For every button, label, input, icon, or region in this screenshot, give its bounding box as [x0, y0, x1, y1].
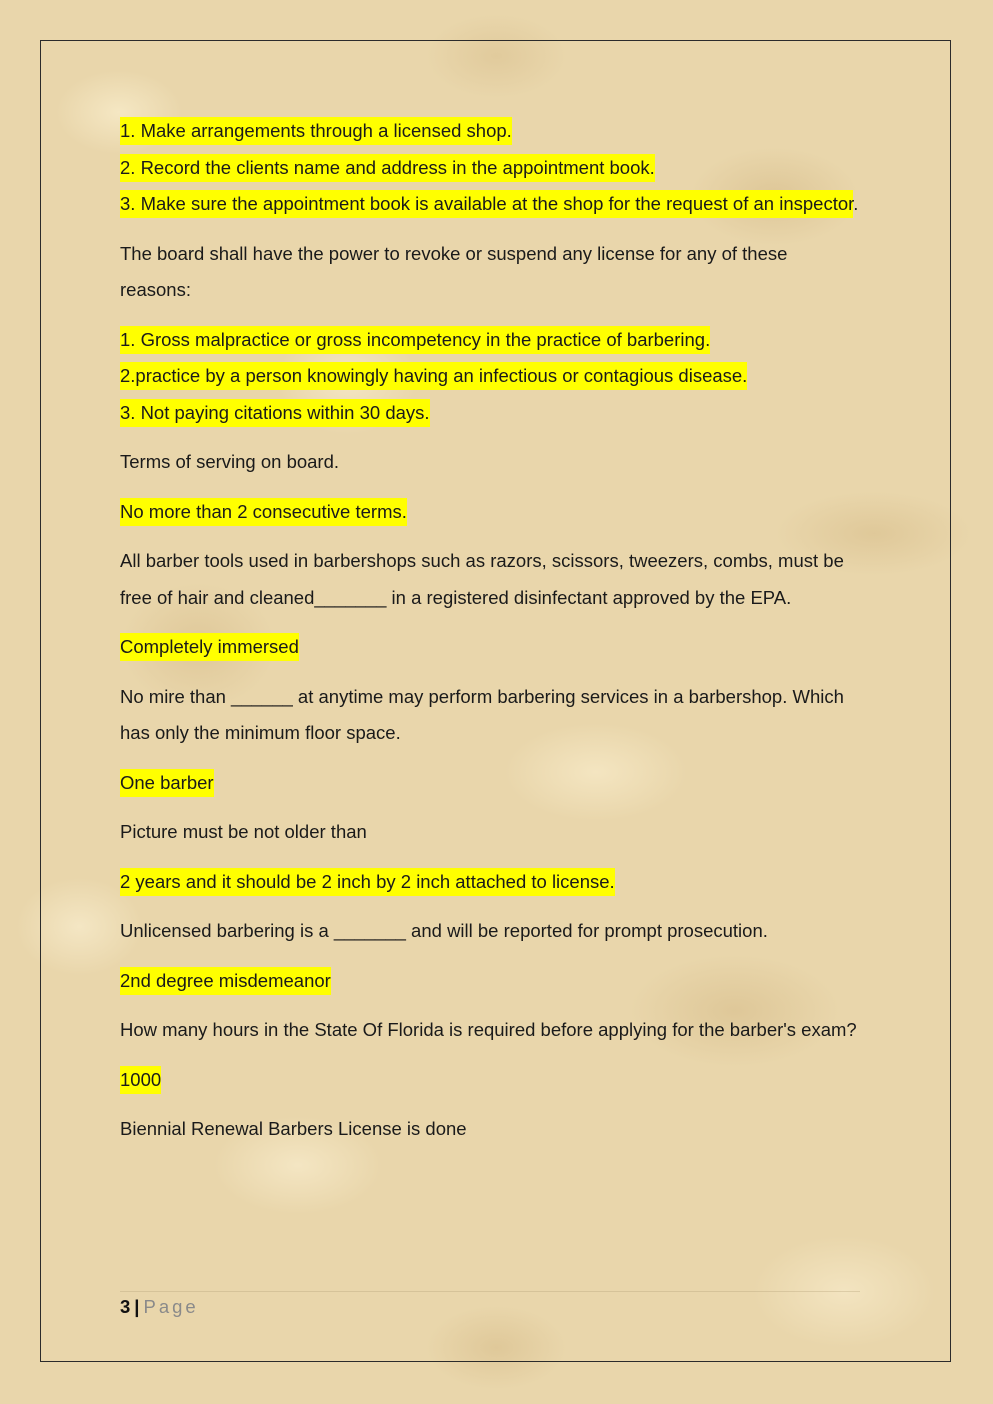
answer-unlicensed: [120, 963, 860, 1000]
document-body: [120, 113, 860, 1161]
highlighted-text: 1000: [120, 1066, 161, 1094]
answer-hours: [120, 1062, 860, 1099]
list2-item-1: [120, 322, 860, 359]
highlighted-text: 3. Make sure the appointment book is available at the shop for the request of an inspector: [120, 190, 853, 218]
list1-trailing-period: .: [853, 193, 859, 214]
highlighted-text: 2.practice by a person knowingly having an infectious or contagious disease.: [120, 362, 747, 390]
question-tools: All barber tools used in barbershops such as razors, scissors, tweezers, combs, must be free of hair and cleaned_______ in a registered disinfectant approved by the EPA.: [120, 550, 844, 608]
question-terms: Terms of serving on board.: [120, 451, 340, 472]
page-separator: |: [134, 1296, 140, 1317]
answer-terms: [120, 494, 860, 531]
list2-item-3: [120, 395, 860, 432]
list1-item-2: [120, 150, 860, 187]
page-label: Page: [143, 1296, 199, 1317]
question-hours: How many hours in the State Of Florida is required before applying for the barber's exam?: [120, 1019, 857, 1040]
highlighted-text: Completely immersed: [120, 633, 299, 661]
answer-floor-space: [120, 765, 860, 802]
question-unlicensed: Unlicensed barbering is a _______ and will be reported for prompt prosecution.: [120, 920, 768, 941]
question-floor-space: No mire than ______ at anytime may perform barbering services in a barbershop. Which has only the minimum floor space.: [120, 685, 844, 743]
answer-tools: [120, 629, 860, 666]
highlighted-text: 2. Record the clients name and address in the appointment book.: [120, 154, 655, 182]
highlighted-text: 1. Make arrangements through a licensed shop.: [120, 117, 512, 145]
highlighted-text: One barber: [120, 769, 214, 797]
highlighted-text: 2 years and it should be 2 inch by 2 inch attached to license.: [120, 868, 615, 896]
highlighted-text: 1. Gross malpractice or gross incompetency in the practice of barbering.: [120, 326, 710, 354]
highlighted-text: No more than 2 consecutive terms.: [120, 498, 407, 526]
answer-picture: [120, 864, 860, 901]
question-renewal: Biennial Renewal Barbers License is done: [120, 1118, 467, 1139]
revoke-intro: The board shall have the power to revoke or suspend any license for any of these reasons:: [120, 242, 788, 300]
page-footer: [120, 1294, 199, 1320]
highlighted-text: 2nd degree misdemeanor: [120, 967, 331, 995]
page-number: 3: [120, 1296, 131, 1317]
list1-item-1: [120, 113, 860, 150]
footer-divider: [120, 1291, 860, 1292]
list1-item-3: [120, 186, 860, 223]
list2-item-2: [120, 358, 860, 395]
highlighted-text: 3. Not paying citations within 30 days.: [120, 399, 430, 427]
question-picture: Picture must be not older than: [120, 821, 367, 842]
